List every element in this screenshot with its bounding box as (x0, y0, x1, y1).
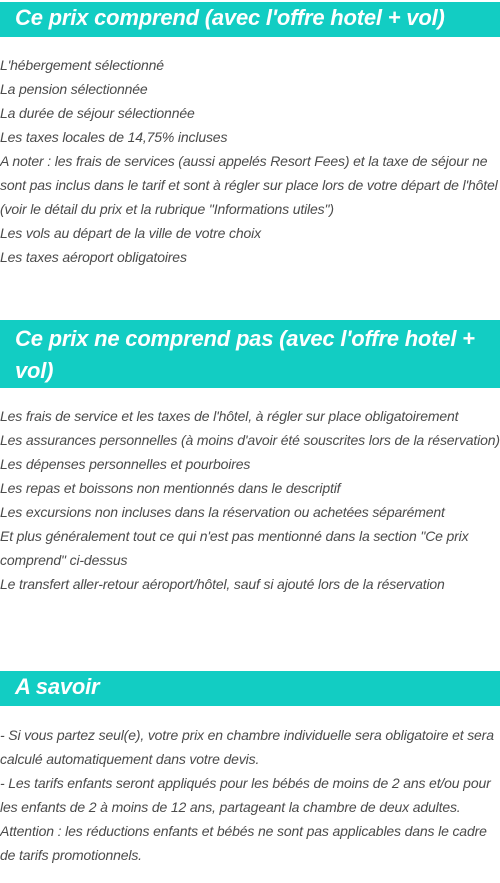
list-item: Les assurances personnelles (à moins d'avoir été souscrites lors de la réservation) (0, 432, 500, 448)
list-item: Les frais de service et les taxes de l'hôtel, à régler sur place obligatoirement (0, 408, 459, 424)
section-included-list (0, 53, 500, 269)
list-item: Les taxes locales de 14,75% incluses (0, 129, 228, 145)
list-item: Attention : les réductions enfants et bébés ne sont pas applicables dans le cadre de tarifs promotionnels. (0, 823, 487, 863)
list-item: Et plus généralement tout ce qui n'est pas mentionné dans la section "Ce prix comprend" ci-dessus (0, 528, 469, 568)
section-good-to-know-title: A savoir (0, 671, 500, 706)
list-item: La pension sélectionnée (0, 81, 148, 97)
list-item: - Si vous partez seul(e), votre prix en chambre individuelle sera obligatoire et sera calculé automatiquement dans votre devis. (0, 727, 494, 767)
list-item: L'hébergement sélectionné (0, 57, 164, 73)
section-included-title: Ce prix comprend (avec l'offre hotel + vol) (0, 2, 500, 37)
list-item: La durée de séjour sélectionnée (0, 105, 195, 121)
section-not-included-title: Ce prix ne comprend pas (avec l'offre hotel + vol) (0, 320, 500, 388)
list-item: Les excursions non incluses dans la réservation ou achetées séparément (0, 504, 445, 520)
list-item: Les taxes aéroport obligatoires (0, 249, 187, 265)
list-item: Les vols au départ de la ville de votre choix (0, 225, 261, 241)
list-item: Les repas et boissons non mentionnés dans le descriptif (0, 480, 341, 496)
section-good-to-know-list (0, 723, 500, 867)
list-item: Le transfert aller-retour aéroport/hôtel, sauf si ajouté lors de la réservation (0, 576, 445, 592)
list-item: Les dépenses personnelles et pourboires (0, 456, 251, 472)
list-item: A noter : les frais de services (aussi appelés Resort Fees) et la taxe de séjour ne sont pas inclus dans le tarif et sont à régler sur place lors de votre départ de l'hôtel (voir le détail du prix et la rubrique "Informations utiles") (0, 153, 498, 217)
list-item: - Les tarifs enfants seront appliqués pour les bébés de moins de 2 ans et/ou pour les enfants de 2 à moins de 12 ans, partageant la chambre de deux adultes. (0, 775, 491, 815)
section-not-included-list (0, 404, 500, 596)
